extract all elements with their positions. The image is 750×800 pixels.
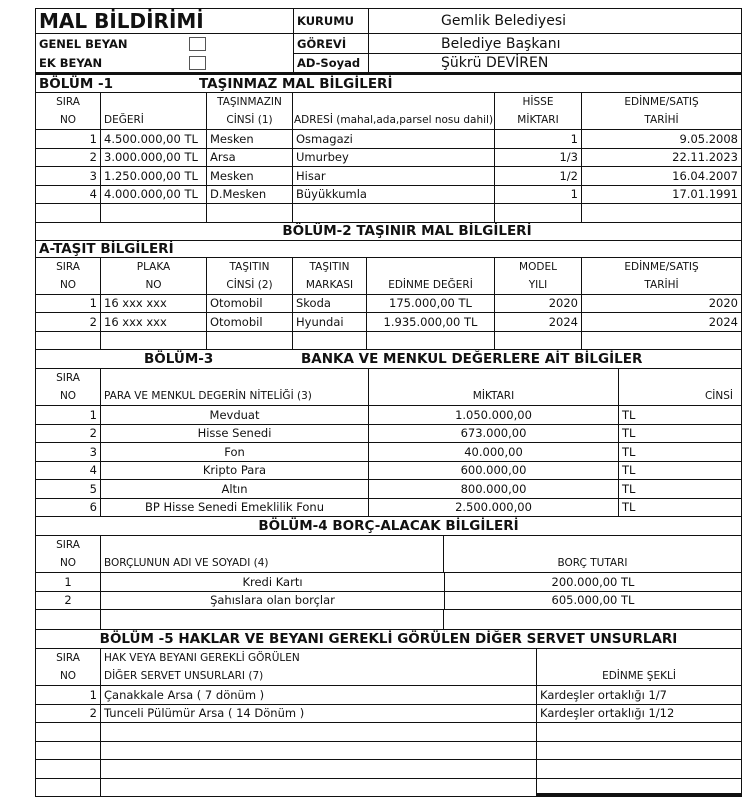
s3-miktari: 2.500.000,00: [369, 499, 619, 517]
s3-nitelik: Mevduat: [101, 406, 369, 424]
empty-cell: [36, 760, 101, 778]
genel-beyan-field: [36, 34, 294, 54]
s1-tarih: 16.04.2007: [672, 168, 738, 183]
s1-degeri: 4.500.000,00 TL: [101, 130, 207, 148]
s1-hisse: 1: [495, 186, 582, 204]
s3-cinsi: TL: [622, 426, 636, 441]
empty-cell: [582, 332, 741, 350]
s3-cinsi: TL: [622, 407, 636, 422]
s3-cinsi: TL: [622, 481, 636, 496]
section5-title: BÖLÜM -5 HAKLAR VE BEYANI GEREKLİ GÖRÜLEN DİĞER SERVET UNSURLARI: [99, 631, 678, 647]
s1-col-sira: SIRA NO: [36, 93, 101, 129]
s2-marka: Skoda: [293, 295, 367, 313]
empty-cell: [207, 332, 293, 350]
s3-miktari: 800.000,00: [369, 480, 619, 498]
s3-col-cinsi: CİNSİ: [704, 390, 733, 402]
s3-miktari: 40.000,00: [369, 443, 619, 461]
s5-col-unsur: HAK VEYA BEYANI GEREKLİ GÖRÜLEN DİĞER SERVET UNSURLARI (7): [101, 649, 537, 685]
empty-cell: [207, 204, 293, 222]
empty-cell: [537, 760, 741, 778]
section1-title-row: [35, 75, 742, 93]
s3-nitelik: BP Hisse Senedi Emeklilik Fonu: [101, 499, 369, 517]
ek-beyan-label: EK BEYAN: [39, 56, 103, 70]
table-row: [35, 406, 742, 425]
section2-header-row: [35, 258, 742, 295]
s1-adresi: Hisar: [293, 167, 495, 185]
s1-tarih: 17.01.1991: [672, 187, 738, 202]
s3-no: 4: [36, 462, 101, 480]
table-row: [35, 443, 742, 462]
s3-no: 5: [36, 480, 101, 498]
table-row: [35, 705, 742, 724]
table-row: [35, 295, 742, 314]
s4-borclu: Şahıslara olan borçlar: [210, 593, 335, 608]
empty-cell: [36, 723, 101, 741]
s1-col-adresi: ADRESİ (mahal,ada,parsel nosu dahil): [293, 93, 495, 129]
gorevi-label: GÖREVİ: [294, 34, 369, 54]
empty-cell: [495, 204, 582, 222]
table-row-empty: [35, 332, 742, 351]
s2-plaka: 16 xxx xxx: [101, 295, 207, 313]
s2-plaka: 16 xxx xxx: [101, 313, 207, 331]
empty-cell: [293, 204, 495, 222]
s3-no: 3: [36, 443, 101, 461]
s1-no: 2: [36, 149, 101, 167]
s2-model: 2020: [495, 295, 582, 313]
s1-col-cinsi: TAŞINMAZIN CİNSİ (1): [207, 93, 293, 129]
s2-tarih: 2024: [708, 314, 738, 329]
s4-col-sira: SIRA NO: [36, 536, 101, 572]
s1-cinsi: D.Mesken: [207, 186, 293, 204]
adsoyad-label: AD-Soyad: [294, 54, 369, 72]
s2-no: 2: [36, 313, 101, 331]
s1-cinsi: Arsa: [207, 149, 293, 167]
s5-col-sira: SIRA NO: [36, 649, 101, 685]
s2-model: 2024: [495, 313, 582, 331]
s3-col-nitelik: PARA VE MENKUL DEGERİN NİTELİĞİ (3): [101, 369, 369, 405]
ek-beyan-field: [36, 54, 294, 72]
s2-marka: Hyundai: [293, 313, 367, 331]
section5-header-row: [35, 649, 742, 686]
s4-col-tutar: BORÇ TUTARI: [557, 557, 628, 569]
s4-tutar: 200.000,00 TL: [551, 574, 635, 589]
table-row: [35, 480, 742, 499]
s1-adresi: Umurbey: [293, 149, 495, 167]
s1-tarih: 9.05.2008: [679, 131, 738, 146]
section3-left-title: BÖLÜM-3: [144, 351, 214, 367]
empty-cell: [495, 332, 582, 350]
header-row-3: [35, 54, 742, 75]
header-row-1: [35, 8, 742, 34]
kurumu-label: KURUMU: [294, 9, 369, 33]
s1-degeri: 3.000.000,00 TL: [101, 149, 207, 167]
s5-col-sekli: EDİNME ŞEKLİ: [602, 670, 676, 682]
s3-nitelik: Altın: [101, 480, 369, 498]
s5-no: 2: [36, 705, 101, 723]
s1-cinsi: Mesken: [207, 130, 293, 148]
s5-sekli: Kardeşler ortaklığı 1/7: [540, 687, 667, 702]
empty-cell: [444, 610, 741, 629]
table-row: [35, 313, 742, 332]
empty-cell: [101, 610, 444, 629]
s1-adresi: Osmagazi: [293, 130, 495, 148]
s3-miktari: 673.000,00: [369, 425, 619, 443]
section2-subtitle: A-TAŞIT BİLGİLERİ: [39, 240, 174, 257]
empty-cell: [101, 760, 537, 778]
s2-col-cinsi: TAŞITIN CİNSİ (2): [207, 258, 293, 294]
empty-cell: [101, 723, 537, 741]
table-row: [35, 462, 742, 481]
s4-col-borclu: BORÇLUNUN ADI VE SOYADI (4): [101, 536, 444, 572]
s2-no: 1: [36, 295, 101, 313]
s3-cinsi: TL: [622, 444, 636, 459]
table-row: [35, 592, 742, 611]
s1-no: 3: [36, 167, 101, 185]
table-row: [35, 686, 742, 705]
table-row: [35, 573, 742, 592]
section1-header-row: [35, 93, 742, 130]
section5-title-row: [35, 630, 742, 649]
section3-header-row: [35, 369, 742, 406]
kurumu-value: Gemlik Belediyesi: [441, 13, 567, 29]
s3-nitelik: Fon: [101, 443, 369, 461]
table-row-empty: [35, 204, 742, 223]
mal-bildirimi-form: [35, 8, 742, 797]
s1-hisse: 1/3: [495, 149, 582, 167]
empty-cell: [101, 204, 207, 222]
s2-col-model: MODEL YILI: [495, 258, 582, 294]
empty-cell: [537, 723, 741, 741]
s2-deger: 1.935.000,00 TL: [367, 313, 495, 331]
genel-beyan-checkbox[interactable]: [189, 37, 206, 51]
adsoyad-value: Şükrü DEVİREN: [441, 55, 549, 71]
s3-col-sira: SIRA NO: [36, 369, 101, 405]
s4-no: 2: [36, 592, 101, 610]
table-row: [35, 186, 742, 205]
s1-no: 1: [36, 130, 101, 148]
table-row-empty: [35, 723, 742, 742]
s5-unsur: Tunceli Pülümür Arsa ( 14 Dönüm ): [101, 705, 537, 723]
s2-tarih: 2020: [708, 296, 738, 311]
s3-no: 2: [36, 425, 101, 443]
empty-cell: [36, 742, 101, 760]
s2-col-deger: EDİNME DEĞERİ: [367, 258, 495, 294]
empty-cell: [101, 742, 537, 760]
empty-cell: [36, 332, 101, 350]
gorevi-value: Belediye Başkanı: [369, 34, 741, 54]
s1-col-hisse: HİSSE MİKTARI: [495, 93, 582, 129]
s2-cinsi: Otomobil: [207, 313, 293, 331]
section1-title: TAŞINMAZ MAL BİLGİLERİ: [199, 75, 393, 92]
s1-tarih: 22.11.2023: [672, 150, 738, 165]
s2-col-marka: TAŞITIN MARKASI: [293, 258, 367, 294]
s3-nitelik: Kripto Para: [101, 462, 369, 480]
s1-degeri: 4.000.000,00 TL: [101, 186, 207, 204]
form-title: MAL BİLDİRİMİ: [36, 9, 294, 33]
s2-col-sira: SIRA NO: [36, 258, 101, 294]
table-row: [35, 167, 742, 186]
s5-sekli: Kardeşler ortaklığı 1/12: [540, 706, 675, 721]
table-row: [35, 130, 742, 149]
section2-subtitle-row: [35, 241, 742, 258]
s5-unsur: Çanakkale Arsa ( 7 dönüm ): [101, 686, 537, 704]
s3-nitelik: Hisse Senedi: [101, 425, 369, 443]
s1-col-tarih: EDİNME/SATIŞ TARİHİ: [624, 96, 699, 126]
empty-cell: [293, 332, 367, 350]
s3-no: 6: [36, 499, 101, 517]
empty-cell: [101, 779, 537, 797]
section2-title: BÖLÜM-2 TAŞINIR MAL BİLGİLERİ: [282, 223, 532, 239]
table-row-empty: [35, 760, 742, 779]
section3-title: BANKA VE MENKUL DEĞERLERE AİT BİLGİLER: [301, 351, 643, 367]
empty-cell: [537, 779, 741, 797]
s3-cinsi: TL: [622, 500, 636, 515]
empty-cell: [537, 742, 741, 760]
empty-cell: [36, 610, 101, 629]
s1-hisse: 1/2: [495, 167, 582, 185]
section4-header-row: [35, 536, 742, 573]
s2-col-plaka: PLAKA NO: [101, 258, 207, 294]
s3-col-miktari: MİKTARI: [369, 369, 619, 405]
table-row: [35, 499, 742, 518]
table-row-empty: [35, 742, 742, 761]
s1-col-degeri: DEĞERİ: [101, 93, 207, 129]
table-row-empty: [35, 610, 742, 630]
s1-no: 4: [36, 186, 101, 204]
section1-left-title: BÖLÜM -1: [39, 75, 113, 92]
s2-cinsi: Otomobil: [207, 295, 293, 313]
s4-borclu: Kredi Kartı: [242, 574, 303, 589]
empty-cell: [367, 332, 495, 350]
s3-miktari: 600.000,00: [369, 462, 619, 480]
ek-beyan-checkbox[interactable]: [189, 56, 206, 70]
section3-title-row: [35, 350, 742, 369]
empty-cell: [36, 779, 101, 797]
table-row-empty: [35, 779, 742, 798]
s1-degeri: 1.250.000,00 TL: [101, 167, 207, 185]
header-row-2: [35, 34, 742, 54]
s3-no: 1: [36, 406, 101, 424]
s2-col-tarih: EDİNME/SATIŞ TARİHİ: [624, 260, 699, 291]
section2-title-row: [35, 223, 742, 241]
s1-hisse: 1: [495, 130, 582, 148]
s4-no: 1: [36, 573, 101, 591]
empty-cell: [36, 204, 101, 222]
s3-miktari: 1.050.000,00: [369, 406, 619, 424]
s3-cinsi: TL: [622, 463, 636, 478]
genel-beyan-label: GENEL BEYAN: [39, 37, 128, 51]
section4-title: BÖLÜM-4 BORÇ-ALACAK BİLGİLERİ: [258, 518, 519, 534]
s4-tutar: 605.000,00 TL: [551, 593, 635, 608]
s1-adresi: Büyükkumla: [293, 186, 495, 204]
section4-title-row: [35, 517, 742, 536]
empty-cell: [101, 332, 207, 350]
empty-cell: [582, 204, 741, 222]
s5-no: 1: [36, 686, 101, 704]
table-row: [35, 149, 742, 168]
s1-cinsi: Mesken: [207, 167, 293, 185]
s2-deger: 175.000,00 TL: [367, 295, 495, 313]
table-row: [35, 425, 742, 444]
